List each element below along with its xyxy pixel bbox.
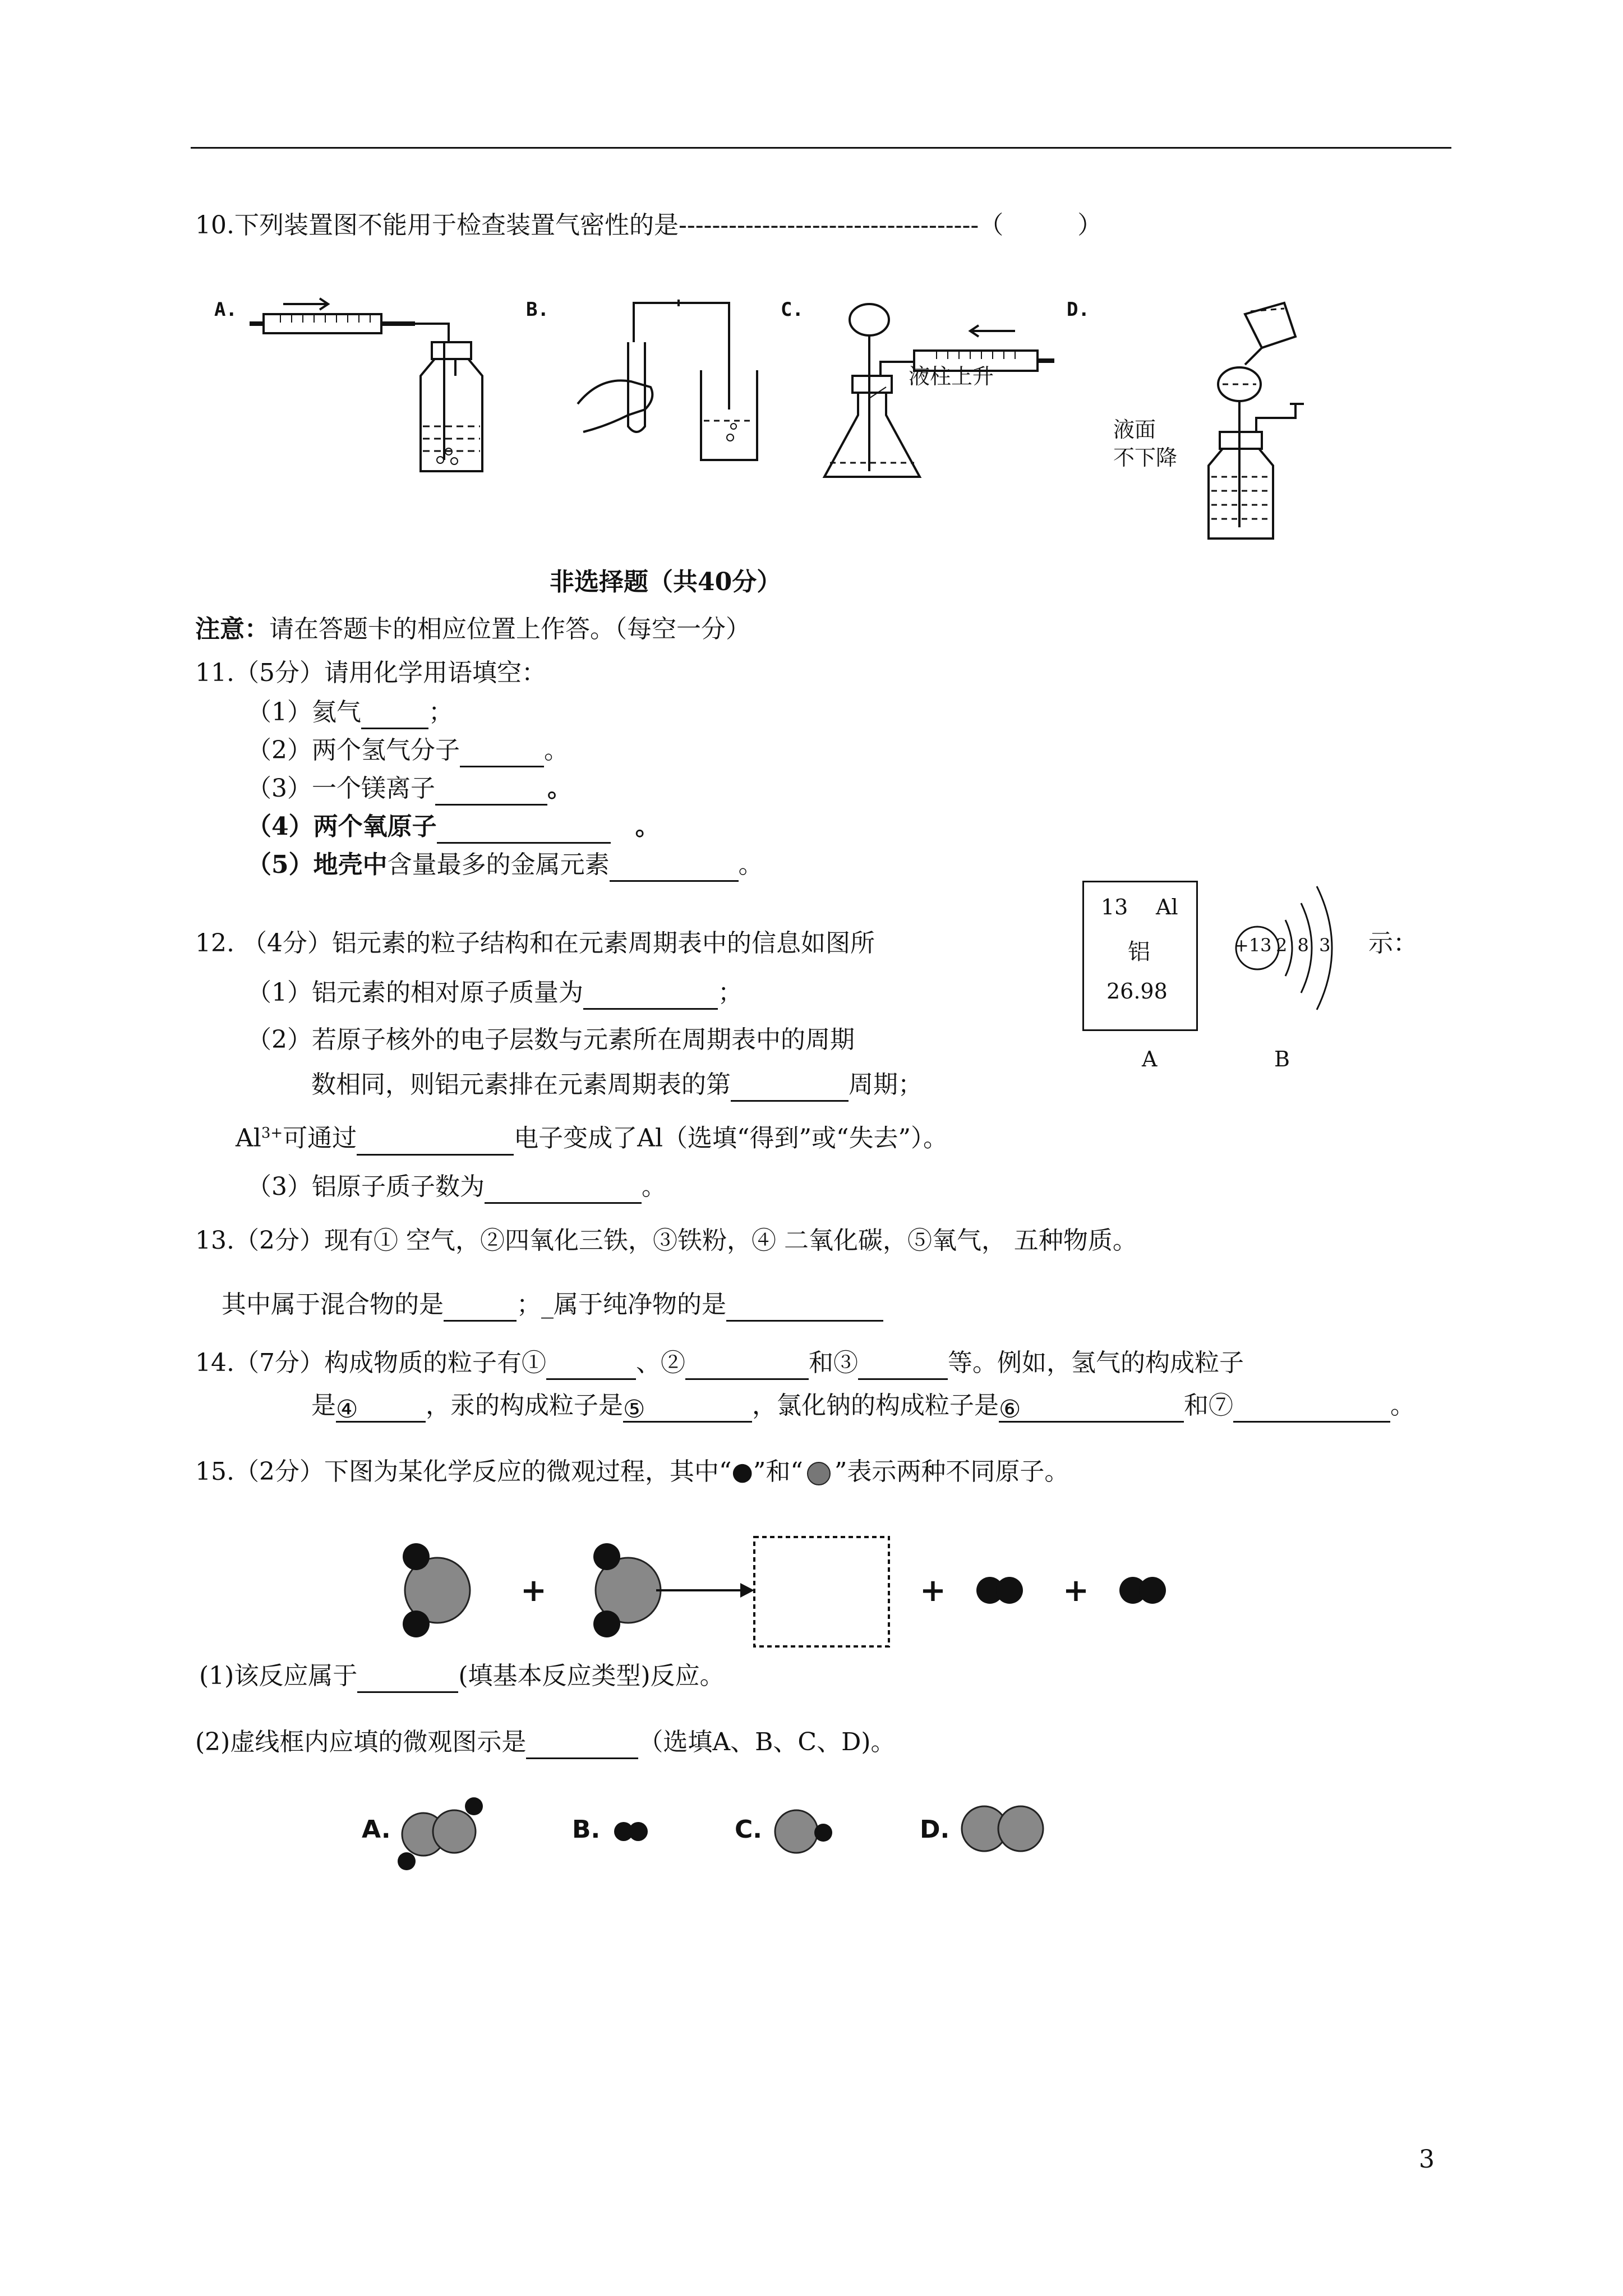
element-mass: 26.98 (1106, 979, 1168, 1004)
apparatus-b-diagram (566, 292, 774, 482)
q12-line-1: （1）铝元素的相对原子质量为 ； (247, 976, 743, 1010)
q15-blank-2[interactable] (526, 1729, 638, 1759)
q14-blank-5[interactable]: ⑤ (623, 1393, 752, 1423)
q11-blank-1[interactable] (361, 700, 428, 729)
plus-sign-2: + (920, 1572, 946, 1609)
plus-sign-1: + (520, 1572, 547, 1609)
element-name: 铝 (1128, 939, 1150, 965)
gray-atom-icon (803, 1461, 834, 1486)
dashed-answer-box (754, 1537, 889, 1646)
figure-label-b: B (1274, 1047, 1290, 1071)
q12-line-2: （2）若原子核外的电子层数与元素所在周期表中的周期 (247, 1025, 855, 1054)
product-1 (976, 1577, 1023, 1604)
section-title: 非选择题（共40分） (550, 568, 782, 596)
section-note-text: 请在答题卡的相应位置上作答。（每空一分） (269, 615, 750, 643)
q10-option-d-label: D. (1067, 298, 1090, 321)
q15-option-c-label: C. (735, 1815, 763, 1844)
q10-option-a-label: A. (214, 298, 237, 321)
q11-blank-3[interactable] (435, 776, 547, 806)
q15-option-b-label: B. (572, 1815, 601, 1844)
q13-blank-2[interactable] (726, 1292, 883, 1322)
q15-part-1: (1)该反应属于 (填基本反应类型)反应。 (199, 1659, 725, 1693)
q14-blank-4[interactable]: ④ (336, 1393, 426, 1423)
section-note-bold: 注意： (195, 615, 269, 643)
q14-blank-1[interactable] (546, 1350, 636, 1380)
section-note (195, 613, 750, 646)
q15-blank-1[interactable] (357, 1663, 458, 1693)
element-cell (1082, 881, 1198, 1031)
header-rule (191, 147, 1451, 149)
q11-blank-2[interactable] (460, 738, 544, 767)
q10-text: 10.下列装置图不能用于检查装置气密性的是------------------------------------（ ） (195, 211, 1103, 240)
electron-shells: 2 8 3 (1276, 935, 1333, 956)
q12-blank-3[interactable] (357, 1126, 514, 1156)
plus-sign-3: + (1063, 1572, 1089, 1609)
apparatus-c-label: 液柱上升 (909, 364, 994, 389)
q14-blank-2[interactable] (685, 1350, 809, 1380)
reactant-2 (593, 1543, 661, 1637)
q14-blank-3[interactable] (858, 1350, 948, 1380)
q15-option-b-diagram (606, 1815, 662, 1848)
q12-blank-2[interactable] (731, 1072, 849, 1102)
q12-title: 12. （4分）铝元素的粒子结构和在元素周期表中的信息如图所 (195, 929, 875, 958)
element-number: 13 (1101, 895, 1128, 919)
q15-option-d-label: D. (920, 1815, 950, 1844)
q14-line-1: 14.（7分）构成物质的粒子有① 、② 和③ 等。例如，氢气的构成粒子 (195, 1346, 1244, 1380)
q15-option-a-label: A. (362, 1815, 391, 1844)
q11-item-2: （2）两个氢气分子 。 (247, 734, 569, 767)
q13-blank-1[interactable] (444, 1292, 517, 1322)
q11-item-5: （5）地壳中含量最多的金属元素 。 (247, 848, 763, 882)
figure-label-a: A (1142, 1047, 1158, 1071)
nucleus-charge: +13 (1234, 935, 1272, 956)
apparatus-c-diagram (808, 292, 1066, 494)
q13-line-1: 13.（2分）现有① 空气，②四氧化三铁，③铁粉，④ 二氧化碳，⑤氧气， 五种物质。 (195, 1226, 1137, 1255)
q10-option-b-label: B. (526, 298, 549, 321)
q11-blank-4[interactable] (437, 814, 611, 844)
reactant-1 (403, 1543, 470, 1637)
q11-item-3: （3）一个镁离子 。 (247, 772, 572, 806)
apparatus-d-label-2: 不下降 (1113, 445, 1178, 470)
q15-option-d-diagram (953, 1801, 1054, 1857)
q12-blank-4[interactable] (485, 1174, 642, 1204)
apparatus-a-diagram (247, 292, 527, 482)
q14-blank-6[interactable]: ⑥ (999, 1393, 1184, 1423)
q11-title: 11.（5分）请用化学用语填空： (195, 659, 546, 687)
q12-line-3: 数相同，则铝元素排在元素周期表的第 周期； (311, 1068, 923, 1102)
q15-option-c-diagram (768, 1803, 841, 1860)
q12-blank-1[interactable] (583, 980, 718, 1010)
product-2 (1119, 1577, 1166, 1604)
q14-blank-7[interactable] (1233, 1393, 1390, 1423)
q15-option-a-diagram (393, 1789, 488, 1874)
q14-line-2: 是④ ，汞的构成粒子是⑤ ，氯化钠的构成粒子是⑥ 和⑦ 。 (311, 1391, 1415, 1424)
q15-title: 15.（2分）下图为某化学反应的微观过程，其中“●”和“ ”表示两种不同原子。 (195, 1457, 1069, 1486)
q13-line-2: 其中属于混合物的是 ；_属于纯净物的是 (222, 1288, 883, 1322)
apparatus-d-label-1: 液面 (1113, 417, 1156, 442)
q11-item-4: （4）两个氧原子 。 (247, 810, 660, 844)
page-number: 3 (1419, 2145, 1435, 2174)
apparatus-d-diagram (1178, 292, 1363, 550)
q11-item-1: （1）氦气 ； (247, 696, 453, 729)
q15-part-2: (2)虚线框内应填的微观图示是 （选填A、B、C、D)。 (195, 1726, 896, 1759)
q11-blank-5[interactable] (610, 852, 739, 882)
element-symbol: Al (1156, 895, 1178, 919)
q12-title-end: 示： (1368, 929, 1418, 958)
q12-line-4: $Al^{3+}$可通过 电子变成了Al（选填“得到”或“失去”）。 (236, 1116, 948, 1156)
q10-option-c-label: C. (781, 298, 804, 321)
q12-line-5: （3）铝原子质子数为 。 (247, 1170, 666, 1204)
